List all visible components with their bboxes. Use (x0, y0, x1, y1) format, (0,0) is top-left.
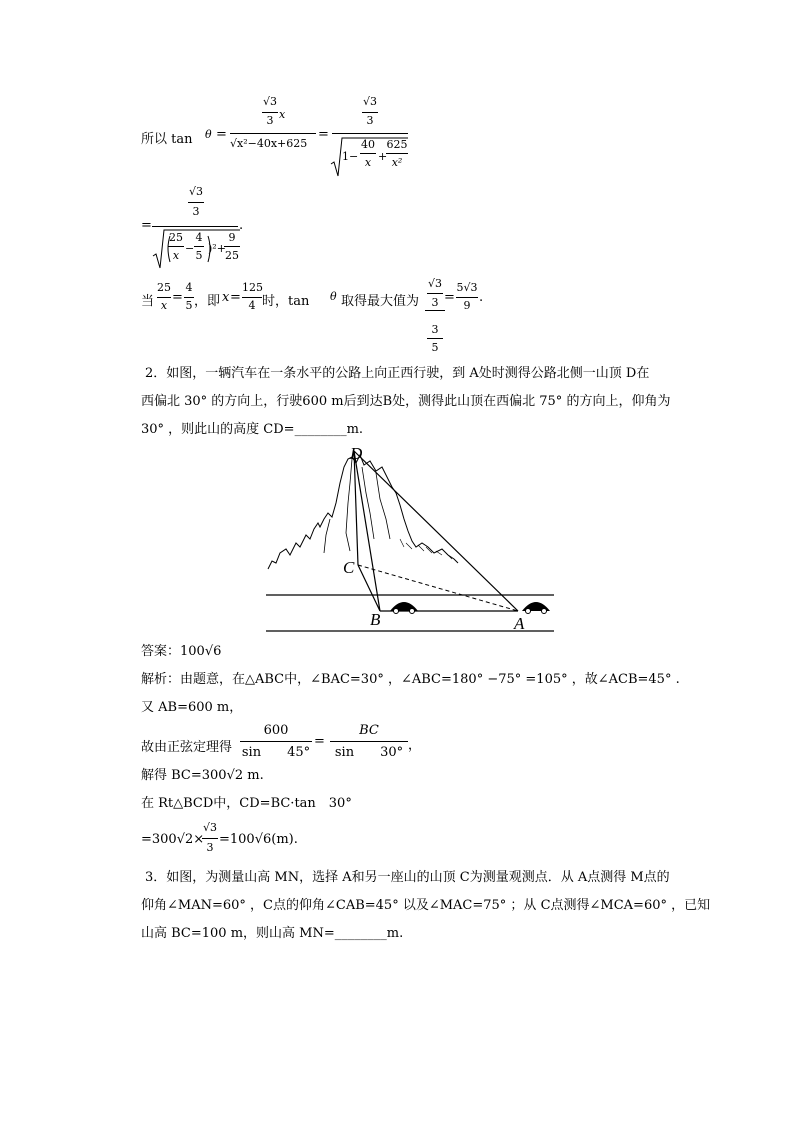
formula3-f25: 25 (157, 281, 171, 294)
formula1-den2-bar2 (386, 153, 408, 154)
formula3-ji: ，即 (194, 294, 221, 309)
formula2-f5: 5 (195, 249, 203, 262)
formula2-fx: x (172, 249, 180, 262)
problem3-line2: 仰角∠MAN=60° ，C点的仰角∠CAB=45° 以及∠MAC=75° ；从 C点测得∠MCA=60° ，已知 (141, 898, 711, 913)
formula3-bar-b (184, 297, 194, 298)
formula3-bar-main (425, 310, 445, 311)
law-600: 600 (263, 723, 289, 738)
label-d: D (350, 444, 363, 463)
formula1-den2-40: 40 (361, 138, 375, 151)
formula3-bar-c (242, 297, 262, 298)
formula2-bar-c (224, 246, 240, 247)
formula1-main-bar (230, 133, 316, 134)
formula2-minus: − (185, 242, 195, 255)
formula1-eq2: = (318, 127, 329, 142)
law-sin45: sin 45° (241, 745, 311, 760)
formula1-r-three: 3 (366, 114, 374, 127)
law-eq: = (314, 734, 325, 749)
formula1-r-num-bar (362, 112, 378, 113)
formula2-f4: 4 (195, 231, 203, 244)
label-a: A (514, 614, 525, 633)
formula2-sqrt3: √3 (188, 185, 203, 198)
label-c: C (343, 558, 355, 577)
solve-line: 解得 BC=300√2 m. (141, 768, 264, 783)
formula1-den2-x2: x² (391, 156, 403, 169)
formula3-n3b: 3 (431, 323, 439, 336)
formula2-f25: 25 (169, 231, 183, 244)
analysis-line2: 又 AB=600 m， (141, 700, 243, 715)
law-comma: ， (408, 738, 422, 753)
analysis-line1: 解析：由题意，在△ABC中，∠BAC=30° ，∠ABC=180° −75° =105° ，故∠ACB=45° . (141, 672, 680, 687)
final-suffix: =100√6(m). (219, 832, 298, 847)
formula2-eq: = (141, 218, 152, 233)
problem3-line3: 山高 BC=100 m，则山高 MN=________m. (141, 926, 404, 941)
formula1-den2-x: x (364, 156, 372, 169)
problem2-line1: 2．如图，一辆汽车在一条水平的公路上向正西行驶，到 A处时测得公路北侧一山顶 D在 (145, 366, 650, 381)
formula3-bar-a (157, 297, 171, 298)
formula2-f25b: 25 (225, 249, 239, 262)
formula3-bar-d (427, 293, 443, 294)
formula1-eq: = (216, 127, 227, 142)
formula1-num-x: x (279, 108, 286, 121)
final-prefix: =300√2× (141, 832, 205, 847)
answer-line: 答案：100√6 (141, 644, 222, 659)
formula1-den2-625: 625 (386, 138, 408, 151)
law-prefix: 故由正弦定理得 (141, 740, 233, 755)
law-bc: BC (359, 723, 379, 738)
formula2-main-bar (152, 226, 238, 227)
formula3-n3: 3 (431, 296, 439, 309)
formula3-f4: 4 (185, 281, 193, 294)
formula1-den2-plus: + (378, 150, 388, 163)
formula3-r9: 9 (463, 299, 471, 312)
final-sqrt3: √3 (202, 821, 217, 834)
formula2-bar-a (168, 246, 184, 247)
formula3-x: x (222, 290, 230, 305)
problem3-line1: 3．如图，为测量山高 MN，选择 A和另一座山的山顶 C为测量观测点．从 A点测得 M点的 (145, 870, 670, 885)
formula3-n5: 5 (431, 341, 439, 354)
final-three: 3 (206, 841, 214, 854)
law-bar2 (330, 741, 408, 742)
formula1-r-sqrt3: √3 (362, 95, 377, 108)
formula3-max: 取得最大值为 (341, 294, 420, 309)
law-sin30: sin 30° (334, 745, 404, 760)
law-bar1 (240, 741, 312, 742)
formula3-s3: √3 (427, 277, 442, 290)
formula1-den1: √x²−40x+625 (230, 137, 308, 150)
formula2-three: 3 (192, 205, 200, 218)
formula2-period: . (239, 218, 244, 233)
formula3-r5s3: 5√3 (456, 281, 478, 294)
formula1-prefix: 所以 tan (141, 132, 193, 147)
problem2-line2: 西偏北 30° 的方向上，行驶600 m后到达B处，测得此山顶在西偏北 75° 的方向上，仰角为 (141, 394, 671, 409)
mountain-car-figure (266, 443, 554, 635)
formula3-bar-f (456, 297, 478, 298)
formula3-eq2: = (230, 290, 241, 305)
formula1-num-three: 3 (266, 114, 274, 127)
formula3-eq3: = (444, 290, 455, 305)
formula1-num-bar (262, 112, 278, 113)
formula1-r-main-bar (332, 133, 408, 134)
formula3-shi-tan: 时，tan (262, 294, 310, 309)
formula1-den2-bar1 (360, 153, 376, 154)
formula3-f125: 125 (242, 281, 263, 294)
formula1-num-sqrt3: √3 (262, 95, 277, 108)
label-b: B (370, 610, 381, 629)
formula1-den2-one: 1− (342, 150, 359, 163)
rt-line: 在 Rt△BCD中，CD=BC·tan 30° (141, 796, 352, 811)
final-bar (202, 838, 218, 839)
formula3-period: . (479, 290, 484, 305)
formula3-fx: x (160, 299, 168, 312)
formula3-bar-e (427, 338, 443, 339)
problem2-line3: 30° ，则此山的高度 CD=________m. (141, 422, 364, 437)
formula2-num-bar (188, 202, 204, 203)
formula1-theta: θ (205, 128, 212, 141)
formula2-f9: 9 (228, 231, 236, 244)
formula3-when: 当 (141, 294, 155, 309)
formula2-sq-plus: )²+ (208, 242, 226, 255)
formula3-f5: 5 (185, 299, 193, 312)
formula3-eq: = (172, 290, 183, 305)
formula3-f4b: 4 (248, 299, 256, 312)
formula3-theta: θ (330, 290, 337, 303)
formula2-bar-b (194, 246, 204, 247)
